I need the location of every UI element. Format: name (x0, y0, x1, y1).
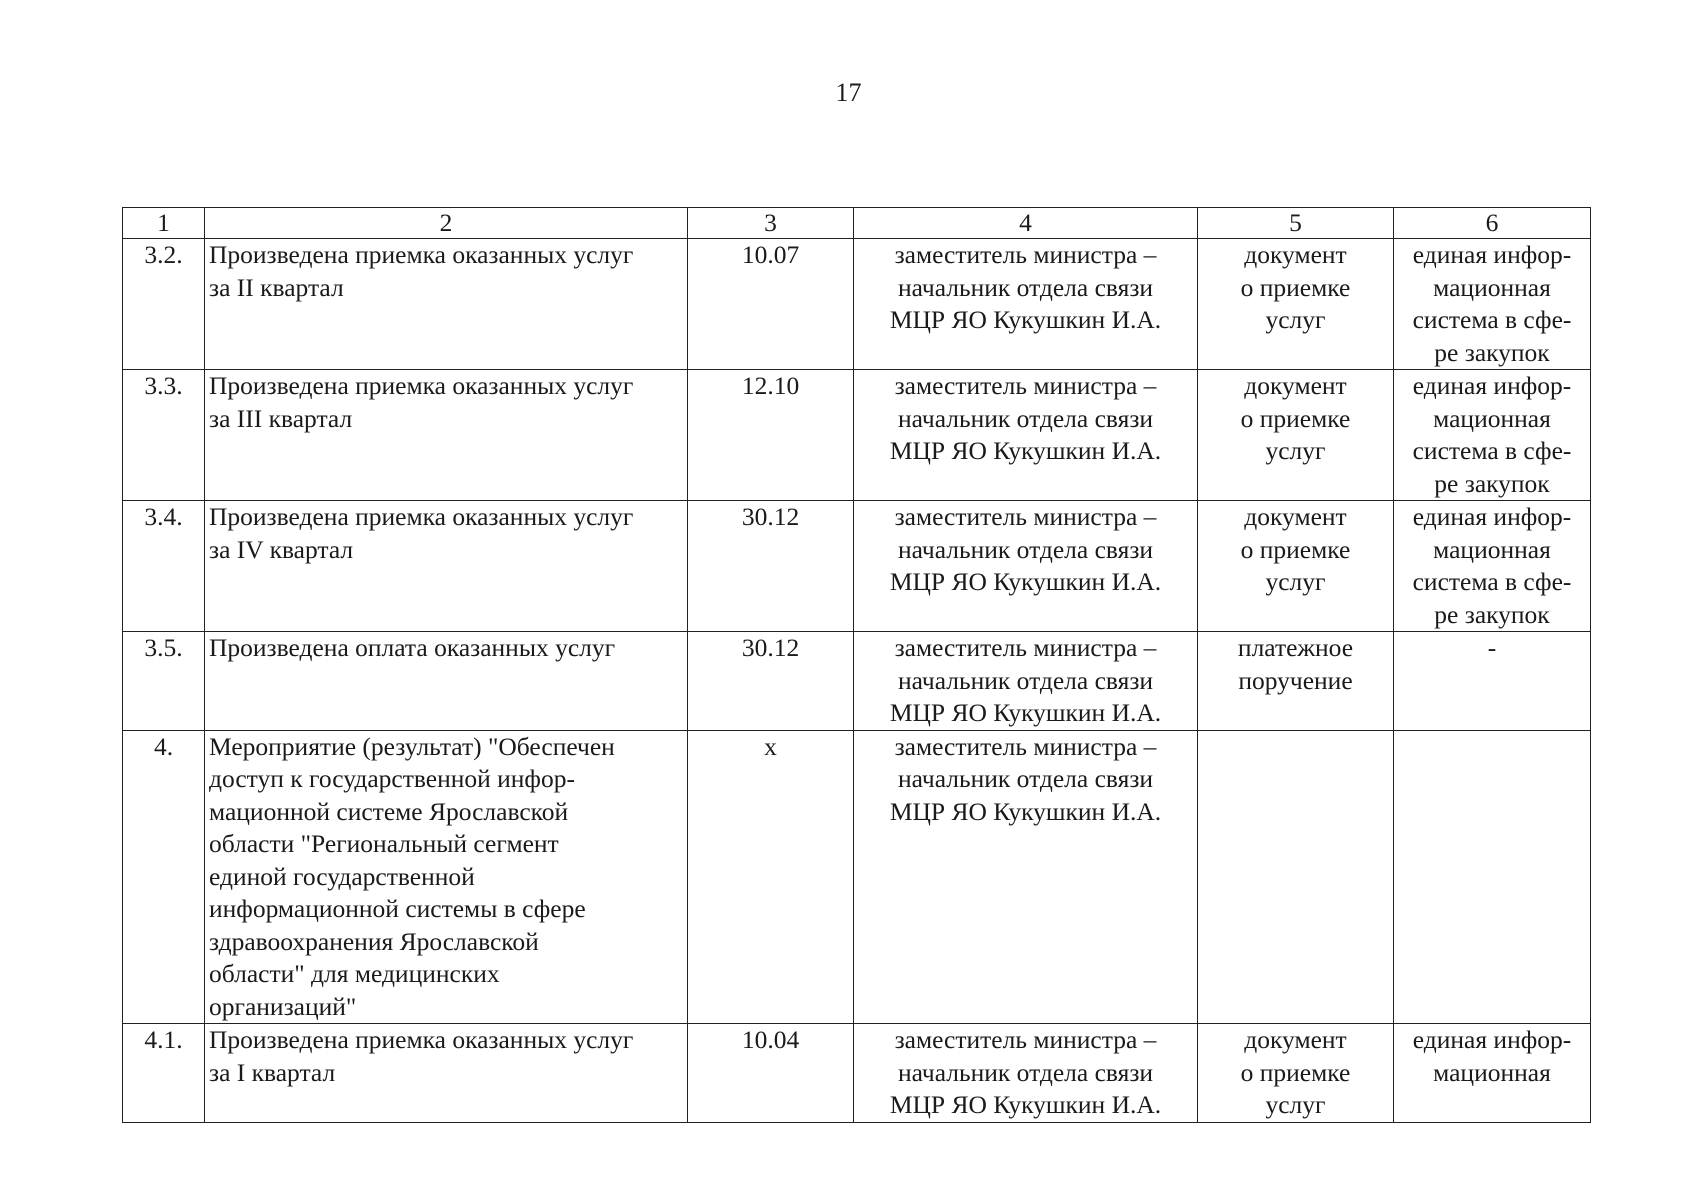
row-document (1198, 730, 1394, 1024)
table-row (123, 501, 1591, 632)
header-row (123, 208, 1591, 239)
row-document: документ о приемке услуг (1198, 370, 1394, 501)
row-document: документ о приемке услуг (1198, 501, 1394, 632)
row-source: единая инфор- мационная (1394, 1024, 1591, 1123)
header-col-3: 3 (688, 208, 854, 239)
header-col-5: 5 (1198, 208, 1394, 239)
row-description: Произведена приемка оказанных услуг за IV квартал (205, 501, 688, 632)
row-deadline: 10.07 (688, 239, 854, 370)
row-document: документ о приемке услуг (1198, 1024, 1394, 1123)
row-responsible: заместитель министра – начальник отдела связи МЦР ЯО Кукушкин И.А. (854, 730, 1198, 1024)
row-number: 4.1. (123, 1024, 205, 1123)
row-source: - (1394, 632, 1591, 731)
row-responsible: заместитель министра – начальник отдела связи МЦР ЯО Кукушкин И.А. (854, 239, 1198, 370)
row-source (1394, 730, 1591, 1024)
table-row (123, 1024, 1591, 1123)
row-number: 3.4. (123, 501, 205, 632)
row-number: 3.5. (123, 632, 205, 731)
row-source: единая инфор- мационная система в сфе- ре закупок (1394, 501, 1591, 632)
row-deadline: 30.12 (688, 632, 854, 731)
row-number: 4. (123, 730, 205, 1024)
row-document: документ о приемке услуг (1198, 239, 1394, 370)
row-responsible: заместитель министра – начальник отдела связи МЦР ЯО Кукушкин И.А. (854, 501, 1198, 632)
row-description: Произведена приемка оказанных услуг за I квартал (205, 1024, 688, 1123)
row-document: платежное поручение (1198, 632, 1394, 731)
row-responsible: заместитель министра – начальник отдела связи МЦР ЯО Кукушкин И.А. (854, 370, 1198, 501)
header-col-2: 2 (205, 208, 688, 239)
row-number: 3.3. (123, 370, 205, 501)
table-row (123, 239, 1591, 370)
table-row (123, 632, 1591, 731)
row-deadline: 10.04 (688, 1024, 854, 1123)
row-description: Произведена приемка оказанных услуг за III квартал (205, 370, 688, 501)
table-row (123, 370, 1591, 501)
row-source: единая инфор- мационная система в сфе- ре закупок (1394, 370, 1591, 501)
plan-table (122, 207, 1591, 1123)
header-col-6: 6 (1394, 208, 1591, 239)
row-deadline: 12.10 (688, 370, 854, 501)
row-description: Мероприятие (результат) "Обеспечен доступ к государственной инфор- мационной системе Ярославской области "Региональный сегмент единой государственной информационной системы в сфере здравоохранения Ярославской области" для медицинских организаций" (205, 730, 688, 1024)
row-number: 3.2. (123, 239, 205, 370)
table-row (123, 730, 1591, 1024)
row-deadline: 30.12 (688, 501, 854, 632)
header-col-1: 1 (123, 208, 205, 239)
row-description: Произведена оплата оказанных услуг (205, 632, 688, 731)
page-number: 17 (835, 78, 862, 107)
row-deadline: х (688, 730, 854, 1024)
header-col-4: 4 (854, 208, 1198, 239)
row-responsible: заместитель министра – начальник отдела связи МЦР ЯО Кукушкин И.А. (854, 1024, 1198, 1123)
row-description: Произведена приемка оказанных услуг за II квартал (205, 239, 688, 370)
row-responsible: заместитель министра – начальник отдела связи МЦР ЯО Кукушкин И.А. (854, 632, 1198, 731)
row-source: единая инфор- мационная система в сфе- ре закупок (1394, 239, 1591, 370)
